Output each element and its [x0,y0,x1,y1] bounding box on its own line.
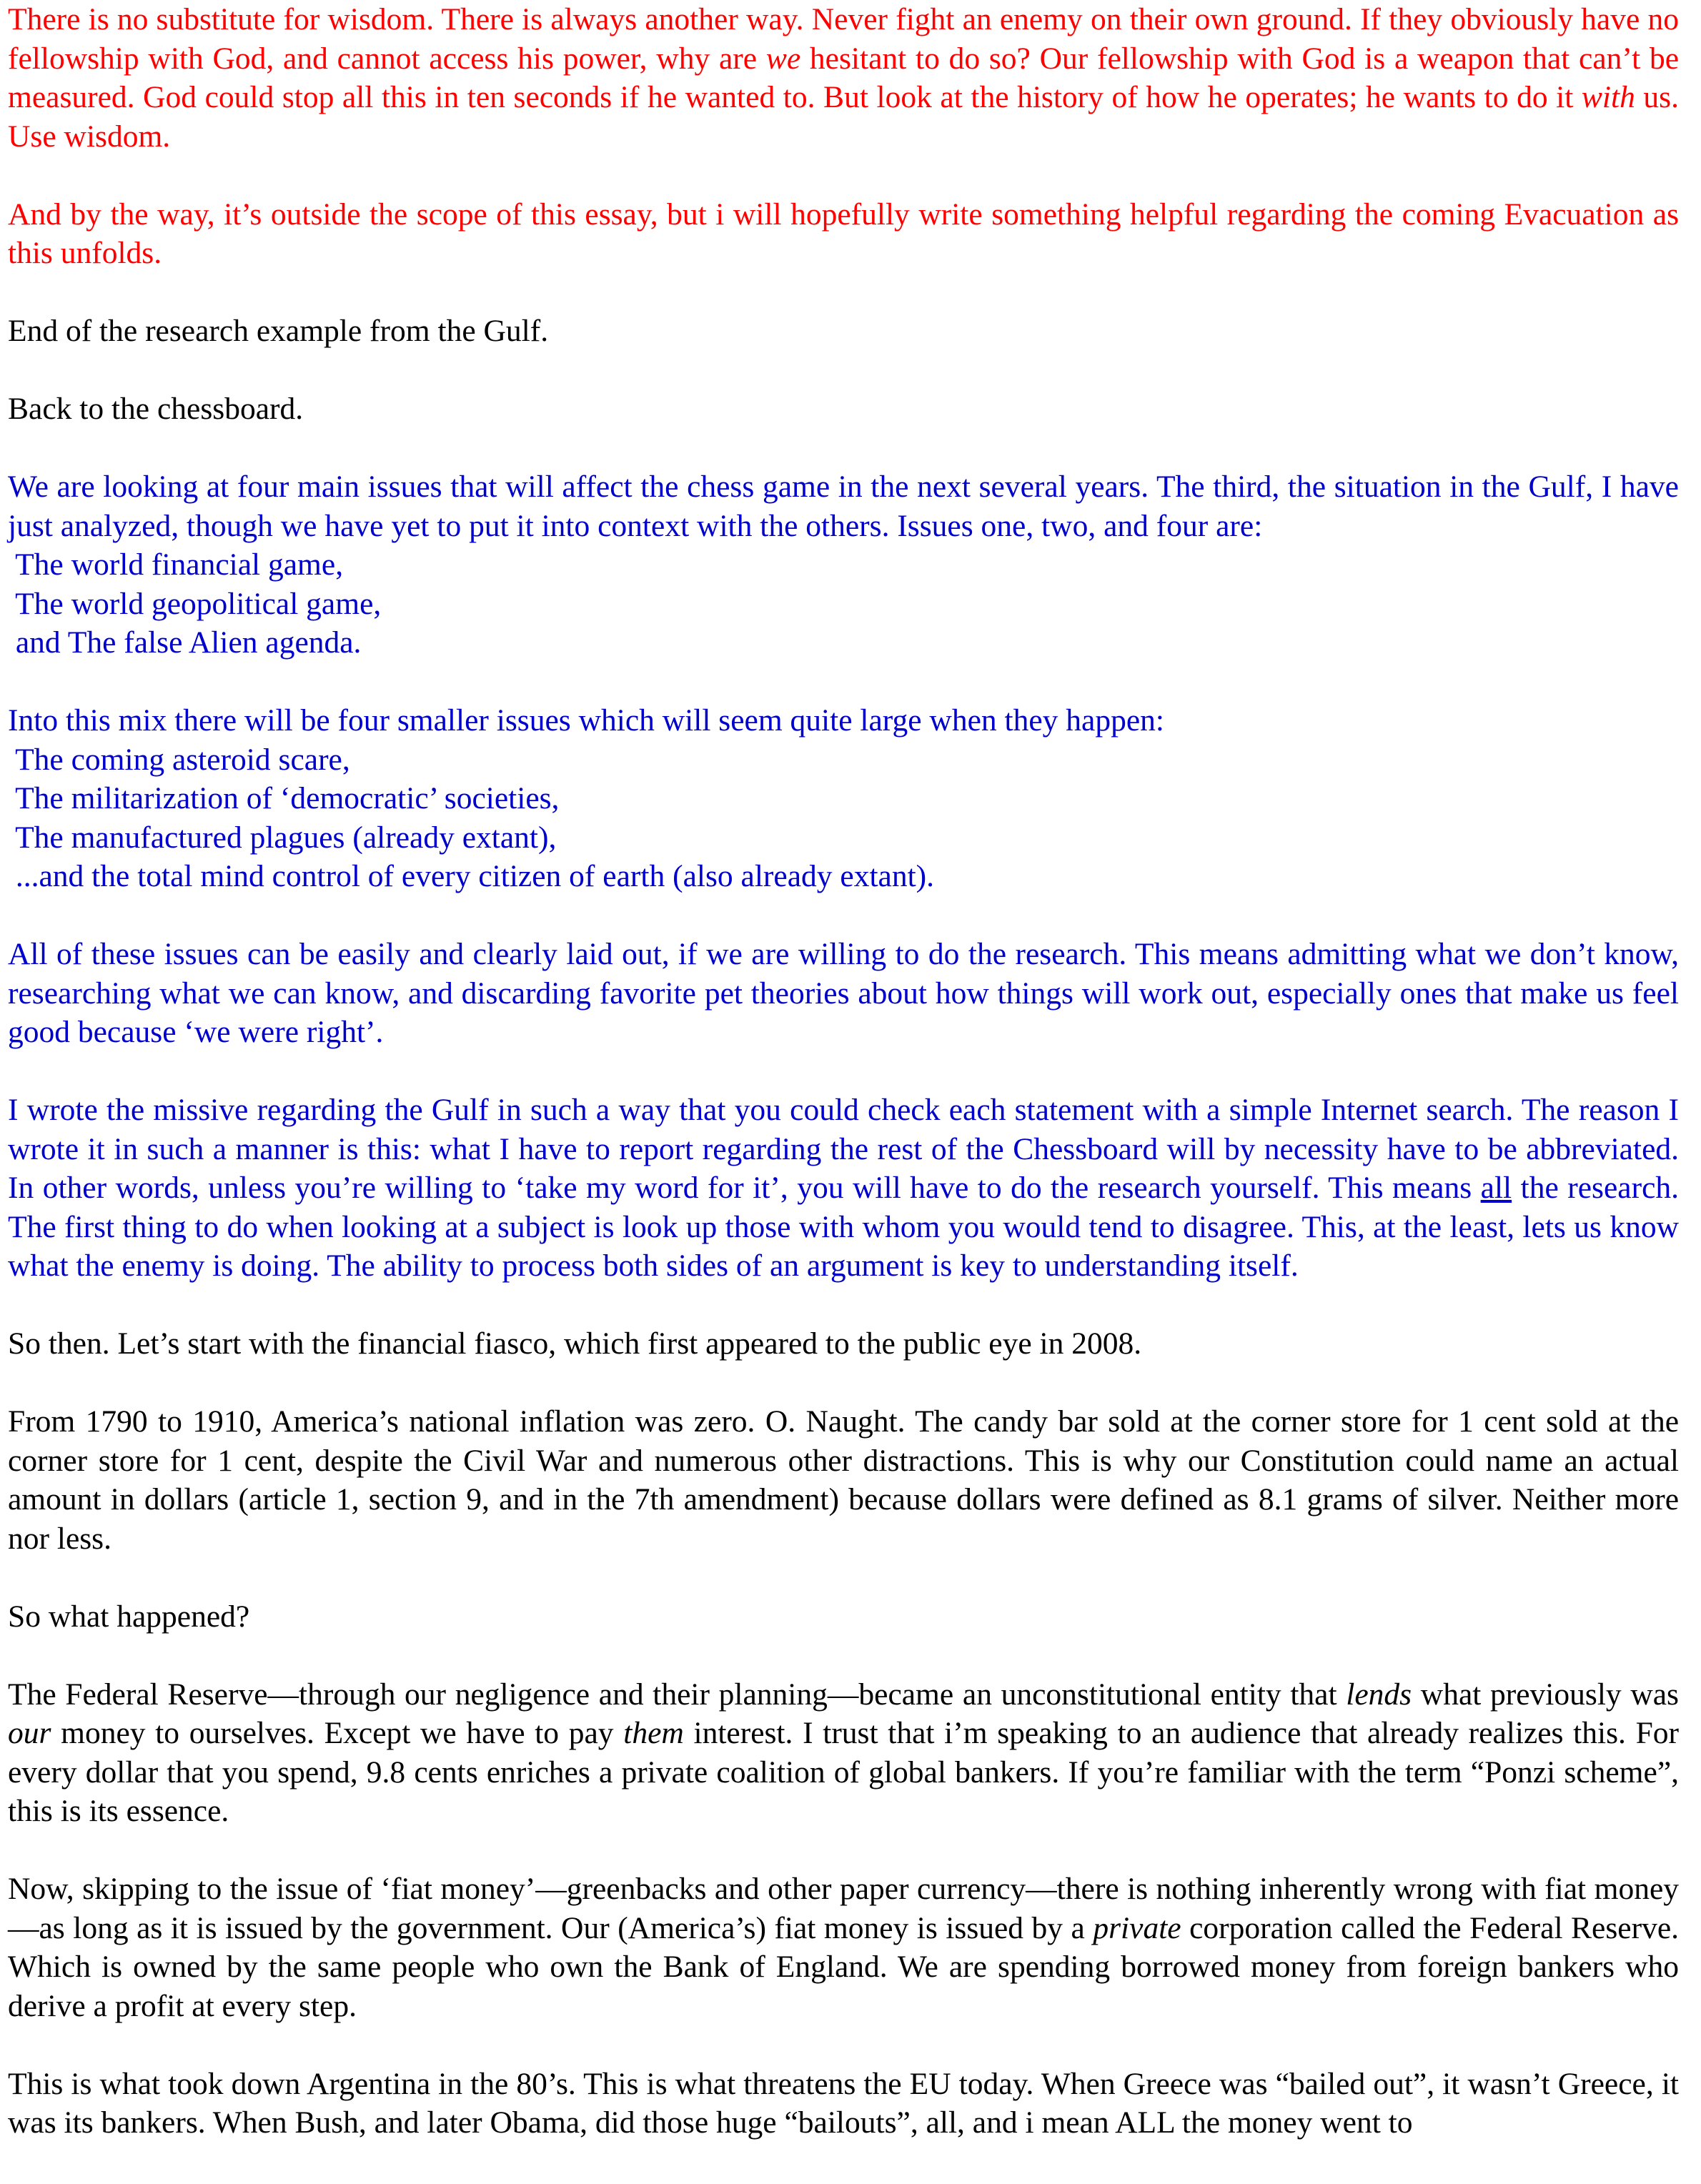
paragraph-back-to-chessboard: Back to the chessboard. [8,392,304,426]
paragraph-fiat-money [8,1870,1679,2025]
text-run: Into this mix there will be four smaller issues which will seem quite large when they happen: [8,703,1164,738]
document-page [8,0,1679,2143]
text-run: us. Use wisdom. [8,80,1679,154]
text-run: what previously was [1412,1677,1679,1712]
paragraph-inflation: From 1790 to 1910, America’s national inflation was zero. O. Naught. The candy bar sold at the corner store for 1 cent sold at the corner store for 1 cent, despite the Civil War and numerous other distractions. This is why our Constitution could name an actual amount in dollars (article 1, section 9, and in the 7th amendment) because dollars were defined as 8.1 grams of silver. Neither more nor less. [8,1404,1679,1556]
list-item: and The false Alien agenda. [8,625,362,660]
underlined-run: all [1480,1171,1512,1205]
italic-run: with [1581,80,1635,114]
italic-run: our [8,1716,51,1750]
text-run: The Federal Reserve—through our negligence and their planning—became an unconstitutional entity that [8,1677,1347,1712]
text-run: hesitant to do so? Our fellowship with God is a weapon that can’t be measured. God could stop all this in ten seconds if he wanted to. But look at the history of how he operates; he wants to do it [8,41,1680,114]
text-run: money to ourselves. Except we have to pay [51,1716,624,1750]
paragraph-financial-fiasco: So then. Let’s start with the financial fiasco, which first appeared to the public eye in 2008. [8,1326,1142,1361]
list-item: The manufactured plagues (already extant), [8,820,557,855]
paragraph-federal-reserve [8,1675,1679,1831]
text-run: I wrote the missive regarding the Gulf in such a way that you could check each statement with a simple Internet search. The reason I wrote it in such a manner is this: what I have to report regarding the rest of the Chessboard will by necessity have to be abbreviated. In other words, unless you’re willing to ‘take my word for it’, you will have to do the research yourself. This means [8,1093,1679,1205]
paragraph-argentina: This is what took down Argentina in the 80’s. This is what threatens the EU today. When Greece was “bailed out”, it wasn’t Greece, it was its bankers. When Bush, and later Obama, did those huge “bailouts”, all, and i mean ALL the money went to [8,2066,1679,2140]
text-run: We are looking at four main issues that will affect the chess game in the next several years. The third, the situation in the Gulf, I have just analyzed, though we have yet to put it into context with the others. Issues one, two, and four are: [8,470,1679,543]
italic-run: lends [1346,1677,1412,1712]
text-run: Now, skipping to the issue of ‘fiat money’—greenbacks and other paper currency—there is nothing inherently wrong with fiat money—as long as it is issued by the government. Our (America’s) fiat money is issued by a [8,1872,1679,1945]
italic-run: them [623,1716,684,1750]
list-item: ...and the total mind control of every citizen of earth (also already extant). [8,859,935,893]
list-item: The coming asteroid scare, [8,742,350,777]
text-run: corporation called the Federal Reserve. Which is owned by the same people who own the Bank of England. We are spending borrowed money from foreign bankers who derive a profit at every step. [8,1910,1680,2023]
paragraph-end-research: End of the research example from the Gulf. [8,314,549,348]
text-run: the research. The first thing to do when looking at a subject is look up those with whom you would tend to disagree. This, at the least, lets us know what the enemy is doing. The ability to process both sides of an argument is key to understanding itself. [8,1171,1680,1283]
paragraph-what-happened: So what happened? [8,1599,250,1634]
paragraph-wisdom [8,0,1679,156]
list-item: The world geopolitical game, [8,586,382,621]
list-item: The world financial game, [8,547,344,582]
italic-run: private [1093,1910,1181,1945]
paragraph-research: All of these issues can be easily and clearly laid out, if we are willing to do the research. This means admitting what we don’t know, researching what we can know, and discarding favorite pet theories about how things will work out, especially ones that make us feel good because ‘we were right’. [8,937,1679,1049]
paragraph-four-smaller-issues [8,701,1679,896]
italic-run: we [765,41,801,76]
paragraph-four-main-issues [8,467,1679,662]
paragraph-evacuation: And by the way, it’s outside the scope of this essay, but i will hopefully write something helpful regarding the coming Evacuation as this unfolds. [8,197,1679,270]
paragraph-missive [8,1091,1679,1286]
list-item: The militarization of ‘democratic’ societies, [8,781,560,815]
text-run: There is no substitute for wisdom. There is always another way. Never fight an enemy on their own ground. If they obviously have no fellowship with God, and cannot access his power, why are [8,2,1679,76]
text-run: interest. I trust that i’m speaking to an audience that already realizes this. For every dollar that you spend, 9.8 cents enriches a private coalition of global bankers. If you’re familiar with the term “Ponzi scheme”, this is its essence. [8,1716,1679,1828]
